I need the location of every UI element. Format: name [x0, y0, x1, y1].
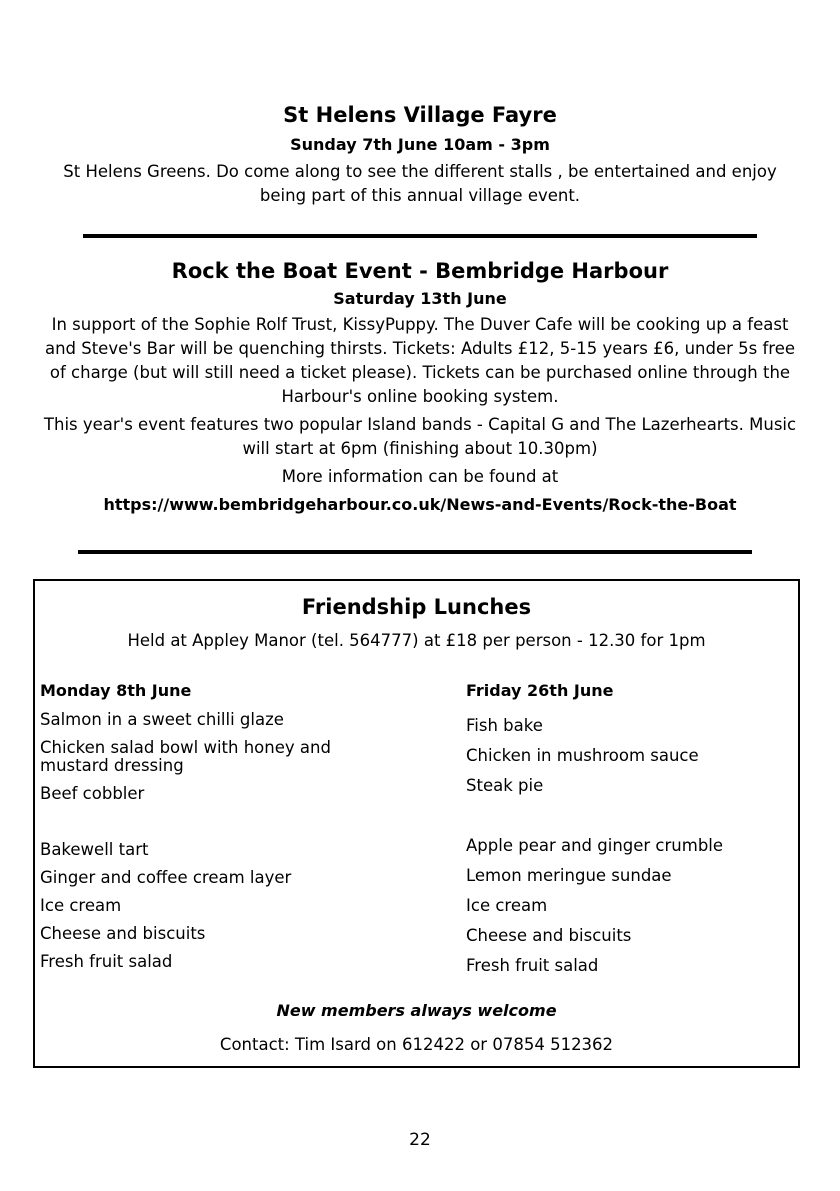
- menu-item: Lemon meringue sundae: [466, 866, 672, 885]
- event-title: St Helens Village Fayre: [283, 103, 557, 127]
- event-st-helens: [40, 101, 800, 208]
- divider: [78, 550, 752, 554]
- event-music: This year's event features two popular Island bands - Capital G and The Lazerhearts. Music will start at 6pm (finishing about 10.30pm): [43, 415, 797, 458]
- friendship-lunches-box: [33, 579, 800, 1068]
- menu-item: Beef cobbler: [40, 784, 145, 803]
- menu-item: Ice cream: [40, 896, 122, 915]
- menu-item: Fresh fruit salad: [466, 956, 599, 975]
- menu-item: Salmon in a sweet chilli glaze: [40, 710, 284, 729]
- menu-item: Chicken in mushroom sauce: [466, 746, 699, 765]
- lunches-subtitle: Held at Appley Manor (tel. 564777) at £18 per person - 12.30 for 1pm: [127, 631, 706, 650]
- menu-day: Friday 26th June: [466, 681, 614, 700]
- menu-item: Fish bake: [466, 716, 543, 735]
- page-number: 22: [409, 1130, 431, 1150]
- menu-item: mustard dressing: [40, 756, 184, 775]
- menu-item: Cheese and biscuits: [40, 924, 206, 943]
- menu-item: Ginger and coffee cream layer: [40, 868, 292, 887]
- event-date: Saturday 13th June: [333, 289, 507, 308]
- menu-item: Steak pie: [466, 776, 544, 795]
- menu-item: Cheese and biscuits: [466, 926, 632, 945]
- contact-info: Contact: Tim Isard on 612422 or 07854 512362: [219, 1035, 614, 1054]
- menu-item: Fresh fruit salad: [40, 952, 173, 971]
- menu-item: Ice cream: [466, 896, 548, 915]
- event-title: Rock the Boat Event - Bembridge Harbour: [171, 259, 669, 283]
- menu-item: Chicken salad bowl with honey and: [40, 738, 331, 757]
- divider: [83, 234, 757, 238]
- event-more-info: More information can be found at: [281, 467, 559, 486]
- event-rock-the-boat: [40, 257, 800, 533]
- menu-item: Bakewell tart: [40, 840, 149, 859]
- welcome-note: New members always welcome: [276, 1001, 557, 1020]
- lunches-title: Friendship Lunches: [301, 595, 532, 619]
- event-date: Sunday 7th June 10am - 3pm: [290, 135, 550, 154]
- event-description: St Helens Greens. Do come along to see the different stalls , be entertained and enjoy being part of this annual village event.: [63, 162, 777, 205]
- event-description: In support of the Sophie Rolf Trust, KissyPuppy. The Duver Cafe will be cooking up a feast and Steve's Bar will be quenching thirsts. Tickets: Adults £12, 5-15 years £6, under 5s free of charge (but will still need a ticket please). Tickets can be purchased online through the Harbour's online booking system.: [44, 315, 796, 406]
- event-link[interactable]: https://www.bembridgeharbour.co.uk/News-and-Events/Rock-the-Boat: [103, 495, 737, 514]
- menu-item: Apple pear and ginger crumble: [466, 836, 724, 855]
- menu-day: Monday 8th June: [40, 681, 192, 700]
